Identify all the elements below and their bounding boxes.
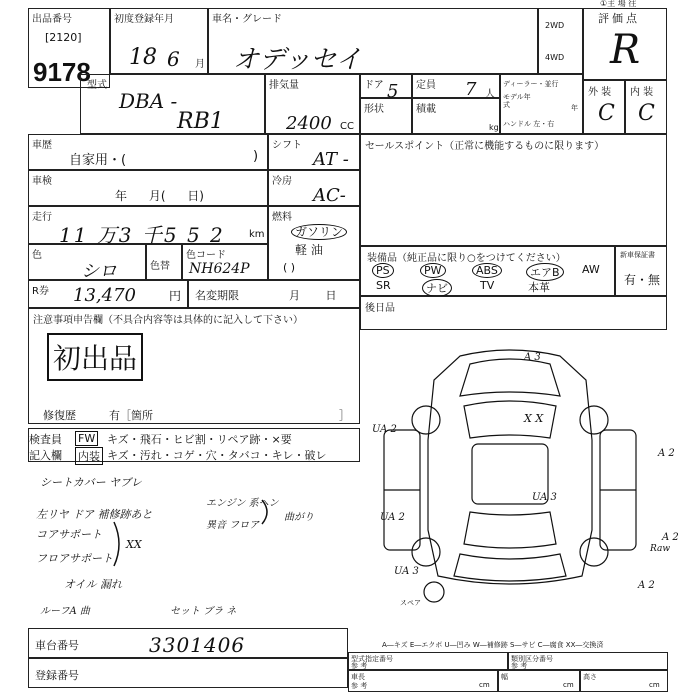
class-ref: 参 考	[511, 662, 528, 670]
first-reg-year: 18	[129, 45, 157, 70]
handle-label: ハンドル 左・右	[503, 120, 555, 128]
fuel-diesel: 軽 油	[295, 243, 323, 257]
mileage-unit: km	[249, 229, 265, 240]
drive-cell	[538, 8, 583, 74]
length-cm: cm	[479, 681, 490, 689]
fuel-paren: ( )	[283, 261, 296, 274]
grade-value: R	[610, 27, 641, 73]
drive-4wd: 4WD	[545, 53, 565, 62]
damage-legend: A―キズ E―エクボ U―凹み W―補修跡 S―サビ C―腐食 XX―交換済	[382, 641, 604, 649]
fuel-cell	[268, 206, 360, 280]
model-prefix: DBA -	[119, 89, 178, 113]
capacity-unit: 人	[485, 89, 495, 100]
displacement-value: 2400	[286, 113, 332, 134]
capacity-value: 7	[465, 79, 477, 100]
history-cell	[28, 134, 268, 170]
equip-aw: AW	[582, 263, 600, 276]
title-period-cell	[188, 280, 360, 308]
mileage-label: 走行	[32, 212, 52, 223]
hw-note-5: 曲がり	[284, 512, 314, 523]
mark-right-front: A 2	[658, 448, 675, 459]
doors-cell	[360, 74, 412, 102]
equipment-label: 装備品（純正品に限り○をつけてください）	[367, 253, 566, 264]
color-code-label: 色コード	[186, 250, 226, 261]
notes-cell	[28, 308, 360, 424]
mileage-value: 11 万3 千5 5 2	[59, 223, 225, 247]
class-label: 類別区分番号	[511, 655, 553, 663]
history-close: )	[253, 149, 259, 164]
color-code-cell	[182, 244, 268, 280]
model-label: 型式	[87, 80, 107, 91]
hw-note-1: シートカバー ヤブレ	[40, 476, 142, 489]
inspection-cell	[28, 170, 268, 206]
hw-note-11: セット ブラ ネ	[170, 606, 237, 617]
doors-label: ドア	[364, 80, 384, 91]
mark-roof-front: A 3	[524, 352, 541, 363]
dealer-label: ディーラー・並行	[503, 80, 559, 88]
repair-value: 有［箇所	[109, 409, 153, 422]
shift-cell	[268, 134, 360, 170]
hw-note-10: ルーフA 曲	[40, 606, 90, 617]
first-listing-stamp: 初出品	[47, 333, 143, 381]
bracket-mark-2	[258, 498, 278, 528]
exterior-label: 外 装	[588, 87, 612, 98]
model-year-unit: 年	[571, 104, 578, 112]
fw-items: キズ・飛石・ヒビ割・リペア跡・×要	[107, 433, 292, 446]
lot-box: [2120]	[45, 31, 82, 44]
sales-point-label: セールスポイント（正常に機能するものに限ります）	[365, 141, 605, 152]
capacity-cell	[412, 74, 500, 98]
mark-left-door: UA 2	[380, 512, 405, 523]
shape-label: 形状	[364, 104, 384, 115]
recycle-amount: 13,470	[73, 285, 136, 306]
lot-label: 出品番号	[32, 14, 72, 25]
bracket-mark	[110, 520, 130, 570]
length-label: 車長	[351, 673, 365, 681]
interior-grade: C	[638, 101, 655, 126]
recycle-unit: 円	[169, 289, 182, 303]
spare-label: スペア	[400, 599, 421, 607]
mark-left-front: UA 2	[372, 424, 397, 435]
height-label: 高さ	[583, 673, 597, 681]
equip-abs: ABS	[472, 263, 502, 278]
color-replace-cell	[146, 244, 182, 280]
width-cell	[498, 670, 580, 692]
first-reg-month: 6	[167, 47, 180, 71]
car-name-label: 車名・グレード	[212, 14, 282, 25]
color-label: 色	[32, 250, 42, 261]
title-period-unit: 月 日	[289, 289, 337, 302]
warranty-cell	[615, 246, 667, 296]
fuel-gas: ガソリン	[291, 224, 347, 240]
ac-label: 冷房	[272, 176, 292, 187]
repair-label: 修復歴	[43, 409, 76, 422]
equip-pw: PW	[420, 263, 446, 278]
capacity-label: 定員	[416, 80, 436, 91]
reg-number-cell	[28, 658, 348, 688]
height-cell	[580, 670, 668, 692]
height-cm: cm	[649, 681, 660, 689]
right-note: Raw	[650, 544, 671, 554]
car-name: オデッセイ	[233, 45, 362, 75]
color-value: シロ	[81, 261, 117, 282]
inspector-cell	[28, 428, 360, 462]
displacement-label: 排気量	[269, 80, 299, 91]
first-reg-cell	[110, 8, 208, 74]
grade-cell	[583, 8, 667, 80]
model-cell	[80, 74, 265, 134]
type-cert-label: 型式指定番号	[351, 655, 393, 663]
shift-value: AT -	[313, 149, 349, 170]
mark-roof: UA 3	[532, 492, 557, 503]
displacement-unit: CC	[340, 121, 354, 132]
mileage-cell	[28, 206, 268, 247]
type-cert-cell	[348, 652, 508, 670]
displacement-cell	[265, 74, 360, 134]
entry-label: 記入欄	[29, 449, 62, 462]
equipment-grid	[362, 260, 612, 294]
top-right-note: ①主 場 往	[600, 0, 637, 8]
type-cert-ref: 参 考	[351, 662, 368, 670]
hw-note-3: エンジン 系ヘン	[206, 498, 279, 509]
equip-leather: 本革	[528, 281, 550, 294]
hw-note-9: オイル 漏れ	[64, 578, 122, 591]
model-code: RB1	[177, 109, 224, 134]
dealer-cell	[500, 74, 583, 134]
color-code-value: NH624P	[189, 261, 250, 277]
recycle-label: R券	[32, 286, 49, 297]
hw-note-7: フロアサポート	[36, 552, 113, 565]
equip-tv: TV	[480, 279, 495, 292]
back-date-label: 後日品	[365, 303, 395, 314]
equip-sr: SR	[376, 279, 391, 292]
shape-cell	[360, 98, 412, 134]
repair-close: ］	[339, 409, 350, 422]
drive-2wd: 2WD	[545, 21, 565, 30]
sales-point-cell	[360, 134, 667, 246]
grade-label: 評価点	[598, 12, 640, 25]
reg-number-label: 登録番号	[35, 669, 79, 682]
length-cell	[348, 670, 498, 692]
history-value: 自家用・(	[69, 153, 127, 168]
warranty-value: 有・無	[624, 273, 661, 287]
fuel-label: 燃料	[272, 212, 292, 223]
car-name-cell	[208, 8, 538, 74]
exterior-cell	[583, 80, 625, 134]
hw-note-8: XX	[126, 538, 142, 551]
color-cell	[28, 244, 146, 280]
mark-rear-corner: A 2	[638, 580, 655, 591]
history-label: 車歴	[32, 140, 52, 151]
in-items: キズ・汚れ・コゲ・穴・タバコ・キレ・破レ	[107, 449, 327, 462]
color-replace-label: 色替	[150, 261, 170, 272]
car-number-label: 車台番号	[35, 639, 79, 652]
first-reg-month-unit: 月	[195, 59, 205, 70]
length-ref: 参 考	[351, 682, 368, 690]
ac-cell	[268, 170, 360, 206]
class-cell	[508, 652, 668, 670]
fw-label: FW	[75, 431, 98, 446]
car-number-value: 3301406	[149, 633, 246, 657]
load-label: 積載	[416, 104, 436, 115]
width-label: 幅	[501, 673, 508, 681]
doors-value: 5	[387, 81, 399, 102]
first-reg-label: 初度登録年月	[114, 14, 174, 25]
lot-number: 9178	[33, 57, 91, 87]
mark-right-rear: A 2	[662, 532, 679, 543]
hw-note-6: コアサポート	[36, 528, 102, 541]
shift-label: シフト	[272, 140, 302, 151]
interior-cell	[625, 80, 667, 134]
inspection-label: 車検	[32, 176, 52, 187]
title-period-label: 名変期限	[195, 289, 239, 302]
load-unit: kg	[489, 123, 499, 132]
equip-ps: PS	[372, 263, 394, 278]
ac-value: AC-	[313, 185, 346, 206]
notes-label: 注意事項申告欄（不具合内容等は具体的に記入して下さい）	[33, 315, 303, 326]
inspection-value: 年 月( 日)	[115, 189, 204, 203]
model-year-label: モデル年式	[503, 93, 531, 109]
equip-navi: ナビ	[422, 279, 452, 297]
mark-windshield: X X	[524, 412, 544, 425]
equip-airbag: エアB	[526, 263, 564, 281]
hw-note-2: 左リヤ ドア 補修跡あと	[36, 508, 153, 521]
hw-note-4: 異音 フロア	[206, 520, 260, 531]
inspector-label: 検査員	[29, 433, 62, 446]
recycle-cell	[28, 280, 188, 308]
mark-left-rear: UA 3	[394, 566, 419, 577]
load-cell	[412, 98, 500, 134]
in-label: 内装	[75, 447, 103, 465]
exterior-grade: C	[598, 101, 615, 126]
car-number-cell	[28, 628, 348, 658]
width-cm: cm	[563, 681, 574, 689]
interior-label: 内 装	[630, 87, 654, 98]
warranty-label: 新車保証書	[620, 251, 655, 259]
back-date-cell	[360, 296, 667, 330]
